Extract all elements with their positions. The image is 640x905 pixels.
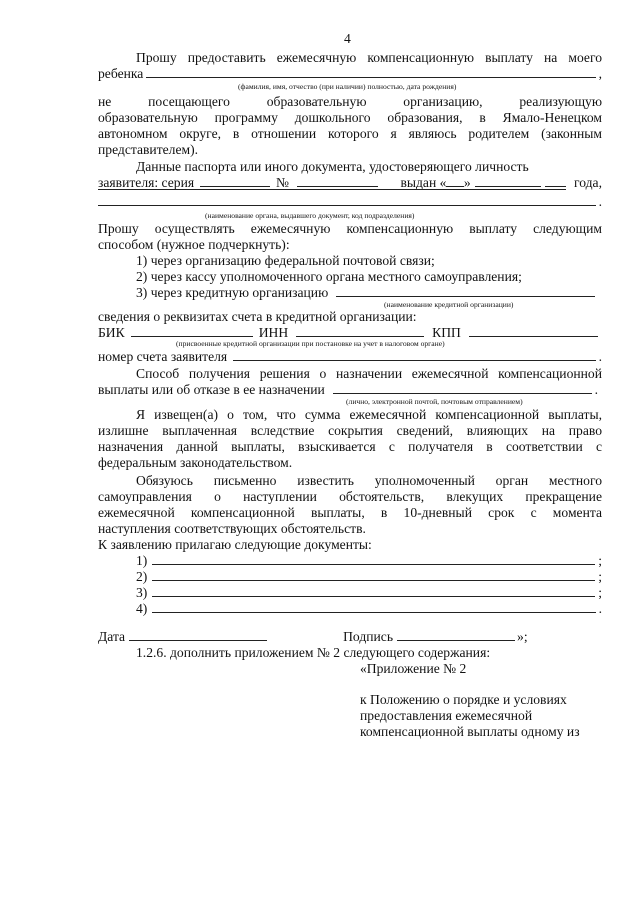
request-line-4: образовательную программу дошкольного образования, в Ямало-Ненецком	[98, 110, 602, 125]
page-number: 4	[344, 31, 351, 46]
attachment-item	[136, 553, 602, 569]
attachment-item	[136, 569, 602, 585]
passport-number-field[interactable]	[297, 176, 379, 187]
notice-line-2: излишне выплаченная вследствие сокрытия сведений, влияющих на право	[98, 423, 602, 438]
passport-series-field[interactable]	[200, 176, 270, 187]
appendix-title: «Приложение № 2	[360, 661, 467, 676]
notification-method-field[interactable]	[333, 383, 592, 394]
obligation-line-2: самоуправления о наступлении обстоятельств, влекущих прекращение	[98, 489, 602, 504]
obligation-line-1: Обязуюсь письменно известить уполномоченный орган местного	[136, 473, 602, 488]
attachment-end: ;	[598, 569, 602, 584]
account-title: сведения о реквизитах счета в кредитной организации:	[98, 309, 417, 324]
kpp-field[interactable]	[469, 326, 598, 337]
request-line-5: автономном округе, в отношении которого я являюсь родителем (законным	[98, 126, 602, 141]
signature-end: »;	[517, 629, 528, 644]
option-post[interactable]: 1) через организацию федеральной почтовой связи;	[136, 253, 435, 268]
notification-caption: (лично, электронной почтой, почтовым отправлением)	[346, 397, 523, 406]
passport-caption: (наименование органа, выдавшего документ, код подразделения)	[205, 211, 415, 220]
attachment-end: ;	[598, 553, 602, 568]
regulation-line-1: к Положению о порядке и условиях	[360, 692, 567, 707]
signature-label: Подпись	[343, 629, 394, 644]
notification-line-1: Способ получения решения о назначении ежемесячной компенсационной	[136, 366, 602, 381]
bank-codes-caption: (присвоенные кредитной организации при постановке на учет в налоговом органе)	[176, 339, 445, 348]
obligation-line-4: наступления соответствующих обстоятельств.	[98, 521, 366, 536]
passport-issuer-end: .	[598, 194, 602, 209]
passport-day-field[interactable]	[446, 176, 463, 187]
passport-year-field[interactable]	[545, 176, 566, 187]
child-name-field[interactable]	[146, 67, 595, 78]
passport-issuer-line	[98, 194, 602, 210]
request-line-1: Прошу предоставить ежемесячную компенсационную выплату на моего	[136, 50, 602, 65]
option-bank-line	[136, 285, 598, 301]
notification-end: .	[594, 382, 598, 397]
signature-line	[98, 629, 538, 645]
attachment-number: 2)	[136, 569, 148, 584]
request-line-3: не посещающего образовательную организацию, реализующую	[98, 94, 602, 109]
passport-issued-mid: »	[463, 175, 471, 190]
option-cashier[interactable]: 2) через кассу уполномоченного органа местного самоуправления;	[136, 269, 522, 284]
attachment-number: 3)	[136, 585, 148, 600]
notice-line-1: Я извещен(а) о том, что сумма ежемесячной компенсационной выплаты,	[136, 407, 602, 422]
passport-issuer-field[interactable]	[98, 195, 596, 206]
passport-month-field[interactable]	[475, 176, 541, 187]
notice-line-4: федеральным законодательством.	[98, 455, 293, 470]
bik-field[interactable]	[131, 326, 253, 337]
child-caption: (фамилия, имя, отчество (при наличии) полностью, дата рождения)	[238, 82, 457, 91]
attachment-field[interactable]	[152, 570, 595, 581]
child-label: ребенка	[98, 66, 144, 81]
kpp-label: КПП	[432, 325, 461, 340]
method-line-1: Прошу осуществлять ежемесячную компенсационную выплату следующим	[98, 221, 602, 236]
account-number-label: номер счета заявителя	[98, 349, 228, 364]
request-line-6: представителем).	[98, 142, 199, 157]
bank-caption: (наименование кредитной организации)	[384, 300, 514, 309]
notification-line-2	[98, 382, 598, 398]
attachment-item	[136, 585, 602, 601]
date-label: Дата	[98, 629, 126, 644]
regulation-line-2: предоставления ежемесячной	[360, 708, 533, 723]
bank-name-field[interactable]	[336, 286, 595, 297]
passport-issuer-line-1[interactable]	[98, 189, 566, 190]
child-line	[98, 66, 602, 82]
date-field[interactable]	[129, 630, 267, 641]
notification-label: выплаты или об отказе в ее назначении	[98, 382, 325, 397]
attachment-end: ;	[598, 585, 602, 600]
inn-field[interactable]	[296, 326, 424, 337]
regulation-line-3: компенсационной выплаты одному из	[360, 724, 580, 739]
amendment-text: 1.2.6. дополнить приложением № 2 следующего содержания:	[136, 645, 491, 660]
passport-year-label: года,	[574, 175, 602, 190]
bik-label: БИК	[98, 325, 125, 340]
signature-field[interactable]	[397, 630, 515, 641]
passport-issued-label: выдан «	[400, 175, 447, 190]
account-number-field[interactable]	[233, 350, 595, 361]
account-number-line	[98, 349, 602, 365]
passport-title: Данные паспорта или иного документа, удостоверяющего личность	[136, 159, 529, 174]
attachment-item	[136, 601, 602, 617]
passport-series-label: заявителя: серия	[98, 175, 195, 190]
attachments-title: К заявлению прилагаю следующие документы:	[98, 537, 372, 552]
child-line-end: ,	[598, 66, 602, 81]
attachment-field[interactable]	[152, 554, 595, 565]
attachment-number: 4)	[136, 601, 148, 616]
attachment-field[interactable]	[152, 586, 595, 597]
account-number-end: .	[598, 349, 602, 364]
obligation-line-3: ежемесячной компенсационной выплаты, в 10-дневный срок с момента	[98, 505, 602, 520]
passport-number-label: №	[275, 175, 289, 190]
attachment-number: 1)	[136, 553, 148, 568]
attachment-field[interactable]	[152, 602, 595, 613]
attachment-end: .	[598, 601, 602, 616]
option-bank[interactable]: 3) через кредитную организацию	[136, 285, 329, 300]
method-line-2: способом (нужное подчеркнуть):	[98, 237, 290, 252]
inn-label: ИНН	[258, 325, 289, 340]
notice-line-3: назначения данной выплаты, взыскивается с получателя в соответствии с	[98, 439, 602, 454]
